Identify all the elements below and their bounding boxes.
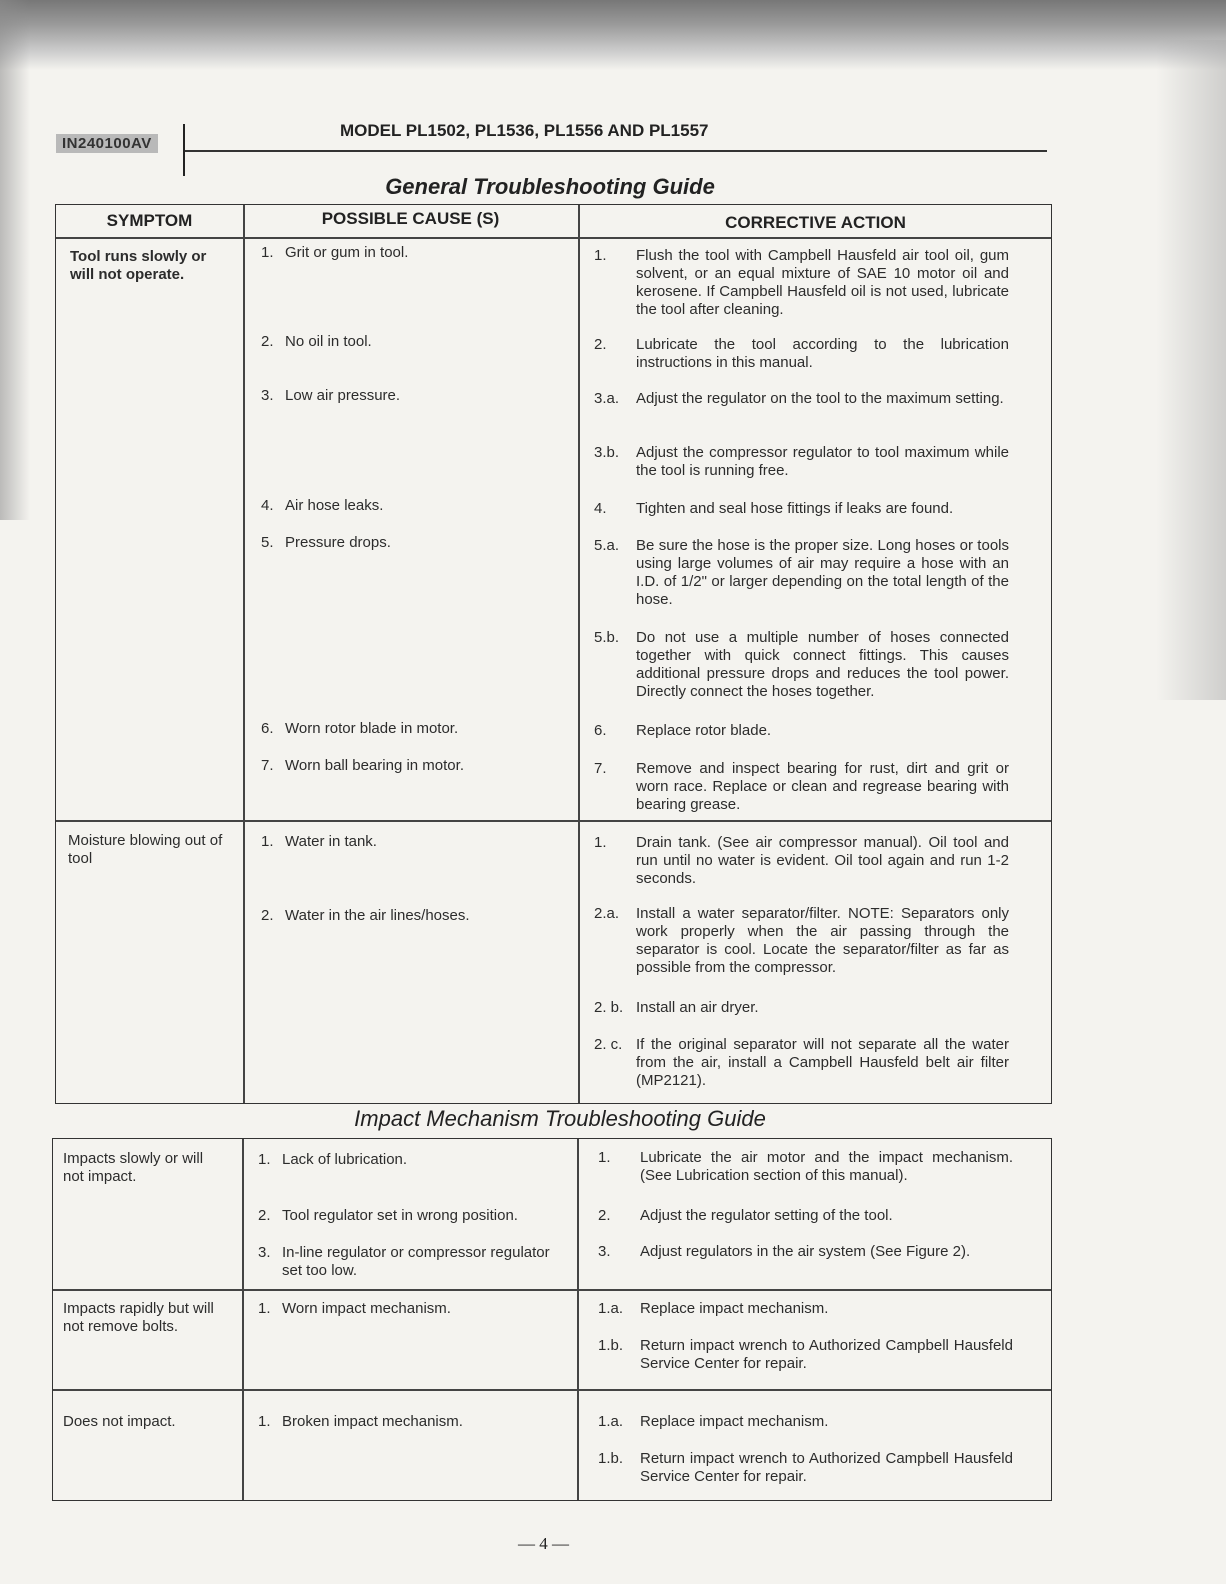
cause-text: In-line regulator or compressor regulator set too low. xyxy=(282,1244,550,1279)
column-divider xyxy=(242,1139,244,1500)
cause-item xyxy=(261,534,571,552)
action-item xyxy=(594,537,1009,609)
action-item xyxy=(594,999,1009,1017)
cause-text: Water in tank. xyxy=(285,833,377,850)
cause-text: Worn ball bearing in motor. xyxy=(285,757,464,774)
cause-number: 7. xyxy=(261,757,274,774)
action-item xyxy=(598,1149,1013,1185)
action-text: Remove and inspect bearing for rust, dirt and grit or worn race. Replace or clean and regrease bearing with bearing grease. xyxy=(636,760,1009,813)
action-number: 1.b. xyxy=(598,1337,624,1354)
action-text: Install a water separator/filter. NOTE: Separators only work properly when the air passing through the separator is cool. Locate the separator/filter as far as possible from the compressor. xyxy=(636,905,1009,976)
cause-text: Grit or gum in tool. xyxy=(285,244,409,261)
column-header-cause: POSSIBLE CAUSE (S) xyxy=(321,209,500,228)
action-text: Adjust the regulator setting of the tool. xyxy=(640,1207,893,1224)
action-text: Adjust the regulator on the tool to the maximum setting. xyxy=(636,390,1004,407)
action-text: Be sure the hose is the proper size. Long hoses or tools using large volumes of air may require a hose with an I.D. of 1/2" or larger depending on the total length of the hose. xyxy=(636,537,1009,608)
action-item xyxy=(598,1413,1013,1431)
symptom-impacts-slowly: Impacts slowly or will not impact. xyxy=(63,1150,204,1185)
cause-item xyxy=(258,1300,568,1318)
cause-text: No oil in tool. xyxy=(285,333,372,350)
action-number: 1. xyxy=(594,247,607,264)
cause-number: 2. xyxy=(258,1207,271,1224)
cause-text: Tool regulator set in wrong position. xyxy=(282,1207,518,1224)
cause-number: 1. xyxy=(258,1300,271,1317)
row-divider xyxy=(53,1389,1051,1391)
symptom-tool-runs-slowly: Tool runs slowly or will not operate. xyxy=(70,248,207,283)
action-number: 6. xyxy=(594,722,607,739)
action-item xyxy=(594,905,1009,977)
action-item xyxy=(594,444,1009,480)
action-text: Lubricate the tool according to the lubrication instructions in this manual. xyxy=(636,336,1009,371)
cause-number: 2. xyxy=(261,333,274,350)
row-divider xyxy=(56,820,1051,822)
action-text: Replace impact mechanism. xyxy=(640,1300,829,1317)
cause-number: 6. xyxy=(261,720,274,737)
action-number: 7. xyxy=(594,760,607,777)
column-header-symptom: SYMPTOM xyxy=(106,211,193,230)
action-number: 3. xyxy=(598,1243,611,1260)
impact-guide-title: Impact Mechanism Troubleshooting Guide xyxy=(354,1106,766,1131)
column-header-action: CORRECTIVE ACTION xyxy=(725,213,906,232)
action-number: 1.a. xyxy=(598,1413,624,1430)
column-divider xyxy=(578,205,580,1103)
cause-number: 3. xyxy=(258,1244,271,1261)
action-text: Install an air dryer. xyxy=(636,999,759,1016)
scan-shadow-right xyxy=(1156,40,1226,700)
document-code: IN240100AV xyxy=(56,134,158,153)
cause-number: 1. xyxy=(261,833,274,850)
action-number: 3.a. xyxy=(594,390,620,407)
cause-number: 1. xyxy=(258,1151,271,1168)
model-title: MODEL PL1502, PL1536, PL1556 AND PL1557 xyxy=(340,121,709,140)
action-item xyxy=(598,1243,1013,1261)
cause-text: Water in the air lines/hoses. xyxy=(285,907,470,924)
cause-number: 1. xyxy=(258,1413,271,1430)
action-item xyxy=(598,1337,1013,1373)
action-number: 1. xyxy=(594,834,607,851)
cause-item xyxy=(261,387,571,405)
action-text: Replace rotor blade. xyxy=(636,722,772,739)
action-number: 2.a. xyxy=(594,905,620,922)
cause-item xyxy=(261,833,571,851)
action-item xyxy=(594,1036,1009,1090)
action-item xyxy=(598,1450,1013,1486)
header-row-divider xyxy=(56,237,1051,239)
action-text: Lubricate the air motor and the impact mechanism. (See Lubrication section of this manual). xyxy=(640,1149,1013,1184)
action-number: 1.a. xyxy=(598,1300,624,1317)
action-item xyxy=(594,834,1009,888)
action-number: 2. b. xyxy=(594,999,624,1016)
cause-text: Worn impact mechanism. xyxy=(282,1300,451,1317)
cause-text: Lack of lubrication. xyxy=(282,1151,408,1168)
cause-item xyxy=(261,333,571,351)
action-text: Flush the tool with Campbell Hausfeld air tool oil, gum solvent, or an equal mixture of SAE 10 motor oil and kerosene. If Campbell Hausfeld oil is not used, lubricate the tool after cleaning. xyxy=(636,247,1009,318)
header-rule xyxy=(185,150,1047,152)
scan-shadow-top xyxy=(0,0,1226,70)
action-item xyxy=(594,336,1009,372)
symptom-does-not-impact: Does not impact. xyxy=(63,1413,176,1430)
cause-number: 1. xyxy=(261,244,274,261)
action-number: 5.b. xyxy=(594,629,620,646)
cause-text: Pressure drops. xyxy=(285,534,391,551)
action-number: 2. xyxy=(594,336,607,353)
action-item xyxy=(598,1300,1013,1318)
cause-text: Air hose leaks. xyxy=(285,497,384,514)
action-text: Drain tank. (See air compressor manual). Oil tool and run until no water is evident. Oil tool again and run 1-2 seconds. xyxy=(636,834,1009,887)
cause-text: Worn rotor blade in motor. xyxy=(285,720,459,737)
cause-number: 4. xyxy=(261,497,274,514)
cause-item xyxy=(258,1207,568,1225)
action-text: Return impact wrench to Authorized Campbell Hausfeld Service Center for repair. xyxy=(640,1450,1013,1485)
cause-item xyxy=(261,720,571,738)
column-divider xyxy=(243,205,245,1103)
symptom-moisture-blowing: Moisture blowing out of tool xyxy=(68,832,223,867)
action-text: If the original separator will not separate all the water from the air, install a Campbell Hausfeld belt air filter (MP2121). xyxy=(636,1036,1009,1089)
cause-item xyxy=(261,244,571,262)
action-number: 3.b. xyxy=(594,444,620,461)
action-number: 5.a. xyxy=(594,537,620,554)
action-number: 2. xyxy=(598,1207,611,1224)
action-item xyxy=(594,500,1009,518)
action-item xyxy=(594,247,1009,319)
action-text: Do not use a multiple number of hoses connected together with quick connect fittings. This causes additional pressure drops and reduces the tool power. Directly connect the hoses together. xyxy=(636,629,1009,700)
cause-item xyxy=(261,757,571,775)
cause-item xyxy=(261,907,571,925)
action-item xyxy=(598,1207,1013,1225)
column-divider xyxy=(577,1139,579,1500)
cause-number: 5. xyxy=(261,534,274,551)
scan-shadow-left xyxy=(0,0,30,520)
row-divider xyxy=(53,1289,1051,1291)
action-number: 4. xyxy=(594,500,607,517)
action-number: 1. xyxy=(598,1149,611,1166)
cause-item xyxy=(258,1244,568,1280)
cause-text: Broken impact mechanism. xyxy=(282,1413,463,1430)
action-text: Tighten and seal hose fittings if leaks are found. xyxy=(636,500,954,517)
action-text: Replace impact mechanism. xyxy=(640,1413,829,1430)
general-guide-title: General Troubleshooting Guide xyxy=(385,174,715,199)
page-number: — 4 — xyxy=(518,1534,569,1553)
action-item xyxy=(594,722,1009,740)
action-item xyxy=(594,390,1009,408)
action-text: Adjust regulators in the air system (See Figure 2). xyxy=(640,1243,971,1260)
cause-item xyxy=(261,497,571,515)
cause-number: 2. xyxy=(261,907,274,924)
action-number: 2. c. xyxy=(594,1036,623,1053)
action-text: Return impact wrench to Authorized Campbell Hausfeld Service Center for repair. xyxy=(640,1337,1013,1372)
cause-text: Low air pressure. xyxy=(285,387,401,404)
cause-item xyxy=(258,1413,568,1431)
action-text: Adjust the compressor regulator to tool maximum while the tool is running free. xyxy=(636,444,1009,479)
action-item xyxy=(594,760,1009,814)
cause-item xyxy=(258,1151,568,1169)
cause-number: 3. xyxy=(261,387,274,404)
symptom-impacts-rapidly: Impacts rapidly but will not remove bolts. xyxy=(63,1300,214,1335)
action-item xyxy=(594,629,1009,701)
action-number: 1.b. xyxy=(598,1450,624,1467)
